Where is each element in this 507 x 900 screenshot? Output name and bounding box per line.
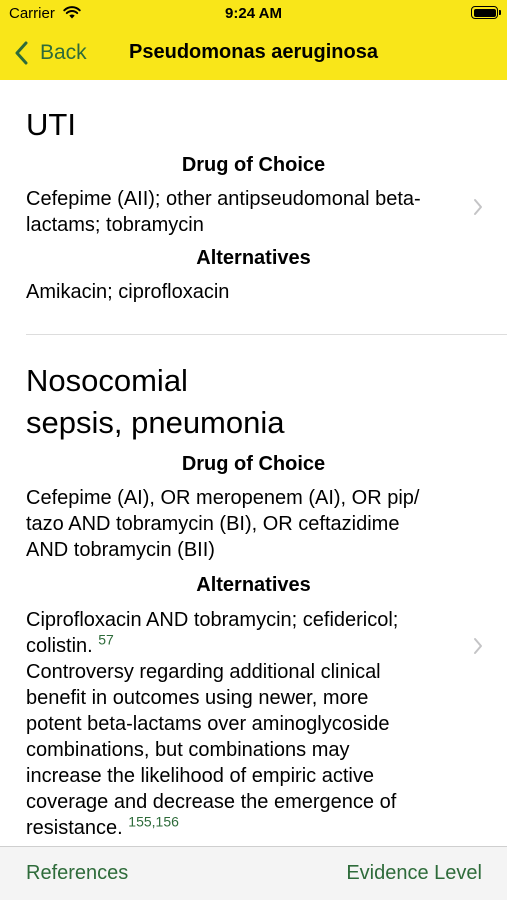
note-text: resistance.	[26, 817, 123, 839]
back-label: Back	[40, 41, 87, 64]
alternatives-text: colistin.	[26, 635, 93, 657]
reference-link[interactable]: 155,156	[128, 813, 179, 830]
note-line: benefit in outcomes using newer, more	[26, 687, 369, 709]
note-line: coverage and decrease the emergence of	[26, 791, 397, 813]
divider	[26, 334, 507, 335]
drug-of-choice-line: tazo AND tobramycin (BI), OR ceftazidime	[26, 513, 400, 535]
evidence-level-button[interactable]: Evidence Level	[346, 862, 482, 884]
section-heading: sepsis, pneumonia	[26, 405, 285, 440]
status-bar	[0, 0, 507, 28]
reference-link[interactable]: 57	[98, 631, 114, 648]
note-line: increase the likelihood of empiric active	[26, 765, 374, 787]
section-heading: Nosocomial	[26, 363, 188, 398]
drug-of-choice-label: Drug of Choice	[181, 453, 326, 475]
page-title: Pseudomonas aeruginosa	[129, 41, 378, 63]
chevron-right-icon	[473, 637, 483, 655]
section-nosocomial-sepsis[interactable]	[0, 360, 507, 841]
section-uti[interactable]	[0, 104, 507, 305]
navigation-bar	[0, 28, 507, 80]
status-time: 9:24 AM	[225, 5, 282, 22]
battery-icon	[471, 6, 498, 19]
content-scroll[interactable]	[0, 80, 507, 846]
carrier-label: Carrier	[9, 5, 55, 22]
drug-of-choice-line: lactams; tobramycin	[26, 214, 204, 236]
note-line	[26, 815, 481, 841]
alternatives-text: Amikacin; ciprofloxacin	[26, 281, 230, 303]
alternatives-line	[26, 633, 481, 659]
chevron-right-icon	[473, 198, 483, 216]
header	[0, 0, 507, 80]
drug-of-choice-line: AND tobramycin (BII)	[26, 539, 215, 561]
drug-of-choice-line: Cefepime (AII); other antipseudomonal beta-	[26, 188, 421, 210]
note-line: potent beta-lactams over aminoglycoside	[26, 713, 390, 735]
references-button[interactable]: References	[26, 862, 129, 884]
alternatives-label: Alternatives	[196, 574, 311, 596]
alternatives-line: Ciprofloxacin AND tobramycin; cefidericol;	[26, 609, 399, 631]
bottom-toolbar	[0, 846, 507, 900]
drug-of-choice-label: Drug of Choice	[181, 154, 326, 176]
note-line: Controversy regarding additional clinical	[26, 661, 381, 683]
alternatives-label: Alternatives	[196, 247, 311, 269]
section-heading: UTI	[26, 107, 76, 142]
note-line: combinations, but combinations may	[26, 739, 350, 761]
drug-of-choice-line: Cefepime (AI), OR meropenem (AI), OR pip/	[26, 487, 420, 509]
